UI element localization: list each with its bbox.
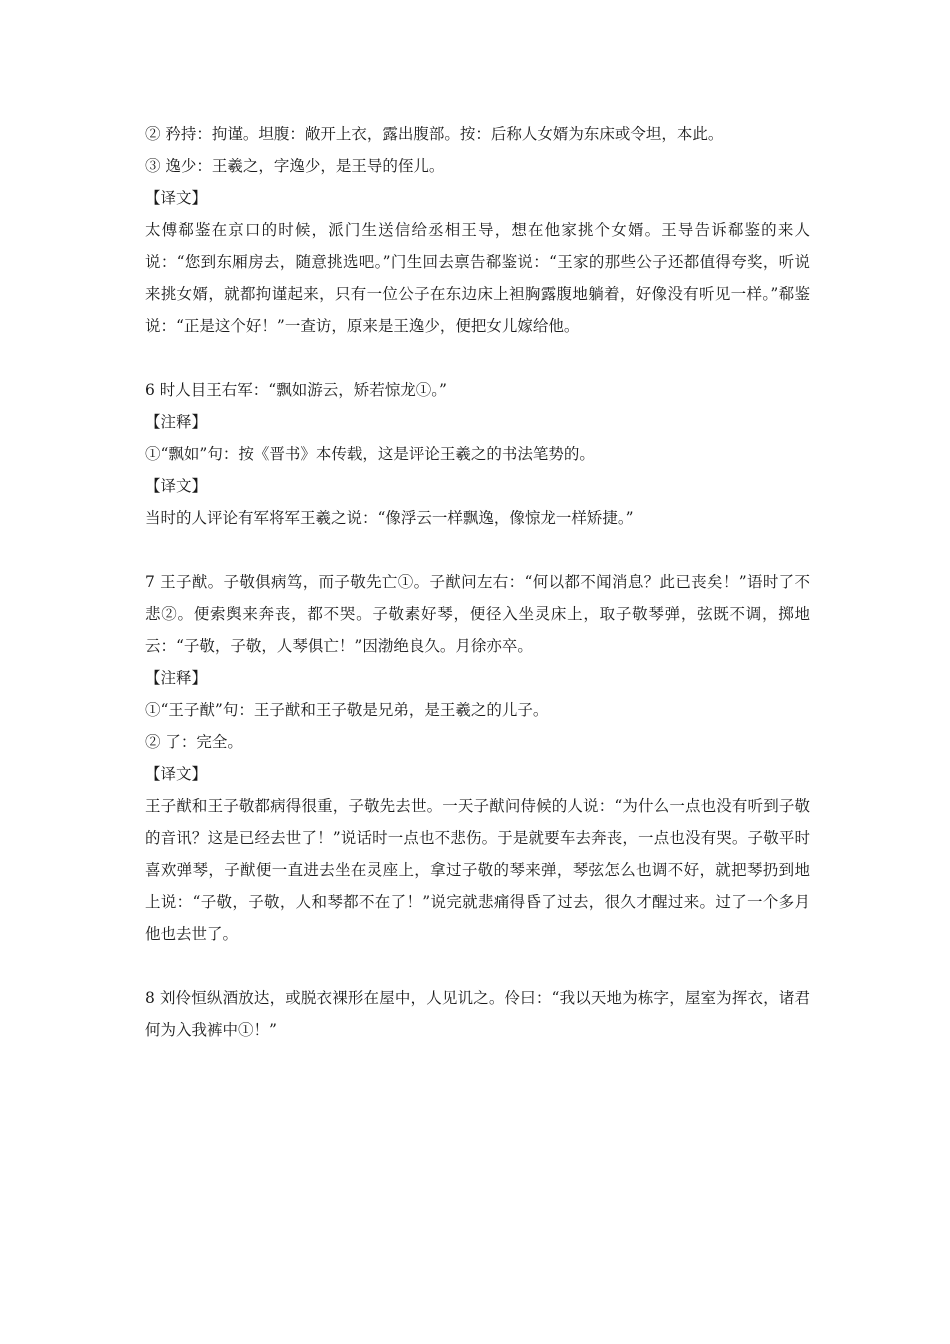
note-1: ①“王子猷”句：王子猷和王子敬是兄弟，是王羲之的儿子。 — [145, 701, 549, 719]
translation-paragraph: 太傅郗鉴在京口的时候，派门生送信给丞相王导，想在他家挑个女婿。王导告诉郗鉴的来人说：“您到东厢房去，随意挑选吧。”门生回去禀告郗鉴说：“王家的那些公子还都值得夸奖，听说来挑女婿，就都拘谨起来，只有一位公子在东边床上袒胸露腹地躺着，好像没有听见一样。”郗鉴说：“正是这个好！”一查访，原来是王逸少，便把女儿嫁给他。 — [145, 221, 810, 335]
translation-heading: 【译文】 — [145, 765, 208, 783]
entry-6-text: 6 时人目王右军：“飘如游云，矫若惊龙①。” — [145, 381, 447, 399]
note-2: ② 矜持：拘谨。坦腹：敞开上衣，露出腹部。按：后称人女婿为东床或令坦，本此。 — [145, 125, 724, 143]
translation-paragraph: 王子猷和王子敬都病得很重，子敬先去世。一天子猷问侍候的人说：“为什么一点也没有听到子敬的音讯？这是已经去世了！”说话时一点也不悲伤。于是就要车去奔丧，一点也没有哭。子敬平时喜欢弹琴，子猷便一直进去坐在灵座上，拿过子敬的琴来弹，琴弦怎么也调不好，就把琴扔到地上说：“子敬，子敬，人和琴都不在了！”说完就悲痛得昏了过去，很久才醒过来。过了一个多月他也去世了。 — [145, 797, 810, 943]
notes-heading: 【注释】 — [145, 413, 208, 431]
notes-heading: 【注释】 — [145, 669, 208, 687]
note-1: ①“飘如”句：按《晋书》本传载，这是评论王羲之的书法笔势的。 — [145, 445, 595, 463]
entry-8-text: 8 刘伶恒纵酒放达，或脱衣裸形在屋中，人见讥之。伶曰：“我以天地为栋字，屋室为挥衣，诸君何为入我裤中①！” — [145, 989, 810, 1039]
translation-heading: 【译文】 — [145, 189, 208, 207]
section-gap — [145, 950, 810, 982]
entry-7-text: 7 王子猷。子敬俱病笃，而子敬先亡①。子猷问左右：“何以都不闻消息？此已丧矣！”语时了不悲②。便索舆来奔丧，都不哭。子敬素好琴，便径入坐灵床上，取子敬琴弹，弦既不调，掷地云：“子敬，子敬，人琴俱亡！”因渤绝良久。月徐亦卒。 — [145, 573, 810, 655]
document-page — [145, 118, 810, 1046]
note-2: ② 了：完全。 — [145, 733, 243, 751]
note-3: ③ 逸少：王羲之，字逸少，是王导的侄儿。 — [145, 157, 445, 175]
section-gap — [145, 342, 810, 374]
translation-paragraph: 当时的人评论有军将军王羲之说：“像浮云一样飘逸，像惊龙一样矫捷。” — [145, 509, 634, 527]
section-gap — [145, 534, 810, 566]
translation-heading: 【译文】 — [145, 477, 208, 495]
